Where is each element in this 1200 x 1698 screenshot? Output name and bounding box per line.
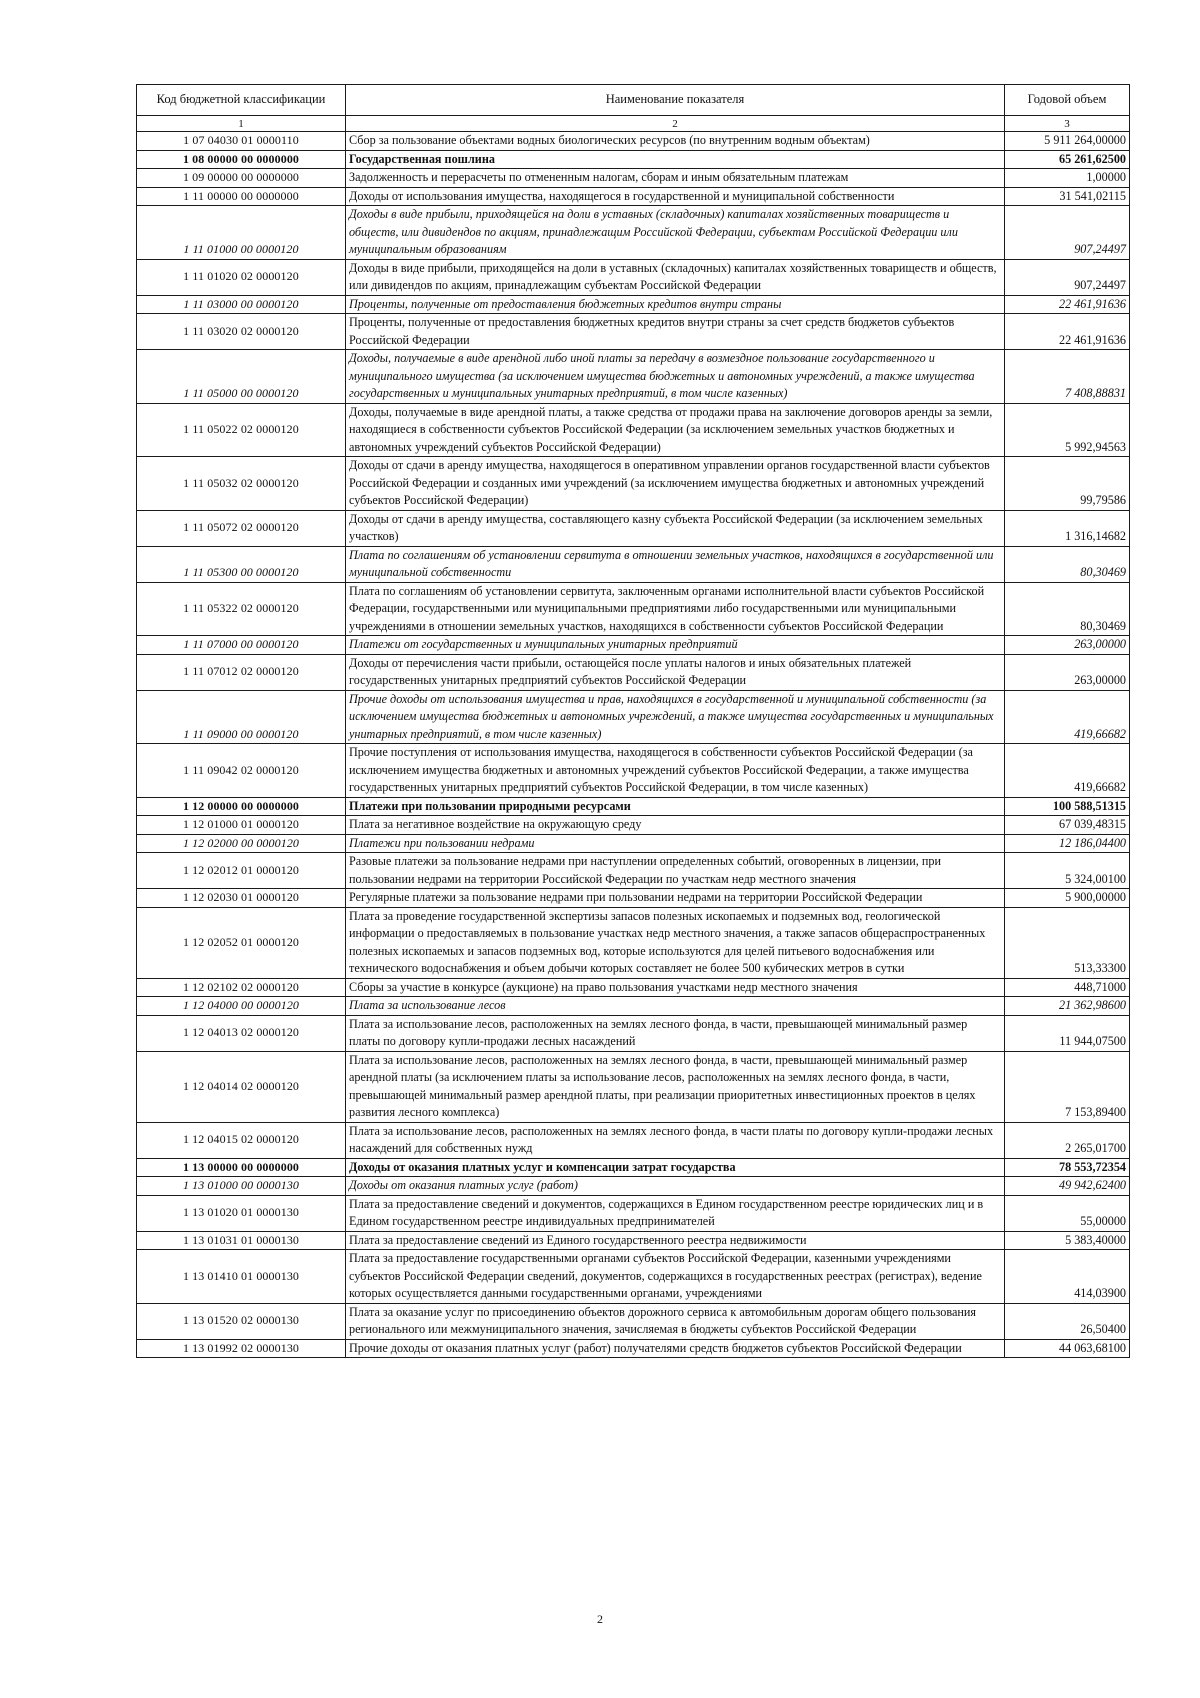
row-amount: 263,00000 bbox=[1005, 636, 1130, 655]
row-name: Доходы в виде прибыли, приходящейся на доли в уставных (складочных) капиталах хозяйственных товариществ и обществ, или дивидендов по акциям, принадлежащим субъектам Российской Федерации bbox=[346, 259, 1005, 295]
row-name: Прочие доходы от использования имущества и прав, находящихся в государственной и муниципальной собственности (за исключением имущества бюджетных и автономных учреждений, а также имущества государственных и муниципальных унитарных предприятий, в том числе казенных) bbox=[346, 690, 1005, 744]
row-amount: 419,66682 bbox=[1005, 690, 1130, 744]
table-row bbox=[137, 582, 1130, 636]
row-amount: 5 911 264,00000 bbox=[1005, 132, 1130, 151]
row-code: 1 12 02102 02 0000120 bbox=[137, 978, 346, 997]
row-amount: 2 265,01700 bbox=[1005, 1122, 1130, 1158]
row-code: 1 07 04030 01 0000110 bbox=[137, 132, 346, 151]
row-amount: 1 316,14682 bbox=[1005, 510, 1130, 546]
row-name: Прочие поступления от использования имущества, находящегося в собственности субъектов Российской Федерации (за исключением имущества бюджетных и автономных учреждений субъектов Российской Федерации, а также имущества государственных унитарных предприятий субъектов Российской Федерации, в том числе казенных) bbox=[346, 744, 1005, 798]
row-code: 1 11 07012 02 0000120 bbox=[137, 654, 346, 690]
header-code: Код бюджетной классификации bbox=[137, 85, 346, 116]
row-amount: 907,24497 bbox=[1005, 259, 1130, 295]
table-row bbox=[137, 314, 1130, 350]
row-code: 1 11 09042 02 0000120 bbox=[137, 744, 346, 798]
row-amount: 31 541,02115 bbox=[1005, 187, 1130, 206]
row-amount: 448,71000 bbox=[1005, 978, 1130, 997]
row-code: 1 13 01992 02 0000130 bbox=[137, 1339, 346, 1358]
row-amount: 5 324,00100 bbox=[1005, 853, 1130, 889]
column-number-3: 3 bbox=[1005, 116, 1130, 132]
row-code: 1 12 01000 01 0000120 bbox=[137, 816, 346, 835]
row-code: 1 11 09000 00 0000120 bbox=[137, 690, 346, 744]
row-name: Прочие доходы от оказания платных услуг (работ) получателями средств бюджетов субъектов Российской Федерации bbox=[346, 1339, 1005, 1358]
table-row bbox=[137, 654, 1130, 690]
row-code: 1 11 01000 00 0000120 bbox=[137, 206, 346, 260]
row-name: Платежи при пользовании природными ресурсами bbox=[346, 797, 1005, 816]
row-code: 1 13 01000 00 0000130 bbox=[137, 1177, 346, 1196]
row-name: Доходы от использования имущества, находящегося в государственной и муниципальной собственности bbox=[346, 187, 1005, 206]
row-code: 1 13 01020 01 0000130 bbox=[137, 1195, 346, 1231]
table-row bbox=[137, 546, 1130, 582]
row-amount: 26,50400 bbox=[1005, 1303, 1130, 1339]
row-code: 1 12 04013 02 0000120 bbox=[137, 1015, 346, 1051]
table-row bbox=[137, 350, 1130, 404]
row-name: Плата за использование лесов, расположенных на землях лесного фонда, в части, превышающей минимальный размер арендной платы (за исключением платы за использование лесов, расположенных на землях лесного фонда, в части, превышающей минимальный размер арендной платы, при реализации приоритетных инвестиционных проектов в целях развития лесного комплекса) bbox=[346, 1051, 1005, 1122]
row-name: Плата за использование лесов, расположенных на землях лесного фонда, в части платы по договору купли-продажи лесных насаждений для собственных нужд bbox=[346, 1122, 1005, 1158]
row-name: Доходы, получаемые в виде арендной платы, а также средства от продажи права на заключение договоров аренды за земли, находящиеся в собственности субъектов Российской Федерации (за исключением земельных участков бюджетных и автономных учреждений субъектов Российской Федерации) bbox=[346, 403, 1005, 457]
row-name: Регулярные платежи за пользование недрами при пользовании недрами на территории Российской Федерации bbox=[346, 889, 1005, 908]
row-amount: 11 944,07500 bbox=[1005, 1015, 1130, 1051]
table-row bbox=[137, 1339, 1130, 1358]
row-amount: 100 588,51315 bbox=[1005, 797, 1130, 816]
row-code: 1 09 00000 00 0000000 bbox=[137, 169, 346, 188]
table-row bbox=[137, 1303, 1130, 1339]
row-amount: 80,30469 bbox=[1005, 546, 1130, 582]
row-code: 1 08 00000 00 0000000 bbox=[137, 150, 346, 169]
row-name: Плата за использование лесов, расположенных на землях лесного фонда, в части, превышающей минимальный размер платы по договору купли-продажи лесных насаждений bbox=[346, 1015, 1005, 1051]
row-name: Доходы от сдачи в аренду имущества, составляющего казну субъекта Российской Федерации (за исключением земельных участков) bbox=[346, 510, 1005, 546]
row-name: Платежи от государственных и муниципальных унитарных предприятий bbox=[346, 636, 1005, 655]
table-row bbox=[137, 1231, 1130, 1250]
row-amount: 12 186,04400 bbox=[1005, 834, 1130, 853]
row-name: Плата за предоставление сведений из Единого государственного реестра недвижимости bbox=[346, 1231, 1005, 1250]
budget-table bbox=[136, 84, 1130, 1358]
row-code: 1 13 01031 01 0000130 bbox=[137, 1231, 346, 1250]
column-number-row bbox=[137, 116, 1130, 132]
row-code: 1 12 02030 01 0000120 bbox=[137, 889, 346, 908]
table-row bbox=[137, 187, 1130, 206]
row-code: 1 12 00000 00 0000000 bbox=[137, 797, 346, 816]
row-name: Платежи при пользовании недрами bbox=[346, 834, 1005, 853]
table-row bbox=[137, 510, 1130, 546]
table-row bbox=[137, 907, 1130, 978]
table-row bbox=[137, 403, 1130, 457]
row-code: 1 11 01020 02 0000120 bbox=[137, 259, 346, 295]
row-amount: 22 461,91636 bbox=[1005, 295, 1130, 314]
row-amount: 99,79586 bbox=[1005, 457, 1130, 511]
table-row bbox=[137, 636, 1130, 655]
table-row bbox=[137, 295, 1130, 314]
row-code: 1 12 04000 00 0000120 bbox=[137, 997, 346, 1016]
table-row bbox=[137, 997, 1130, 1016]
row-code: 1 11 03020 02 0000120 bbox=[137, 314, 346, 350]
table-row bbox=[137, 744, 1130, 798]
row-amount: 419,66682 bbox=[1005, 744, 1130, 798]
row-amount: 907,24497 bbox=[1005, 206, 1130, 260]
row-name: Плата за проведение государственной экспертизы запасов полезных ископаемых и подземных вод, геологической информации о предоставляемых в пользование участках недр местного значения, а также запасов общераспространенных полезных ископаемых и запасов подземных вод, которые используются для целей питьевого водоснабжения или технического водоснабжения и объем добычи которых составляет не более 500 кубических метров в сутки bbox=[346, 907, 1005, 978]
row-amount: 67 039,48315 bbox=[1005, 816, 1130, 835]
table-row bbox=[137, 690, 1130, 744]
row-code: 1 11 05032 02 0000120 bbox=[137, 457, 346, 511]
row-name: Плата за использование лесов bbox=[346, 997, 1005, 1016]
row-name: Плата за предоставление сведений и документов, содержащихся в Едином государственном реестре юридических лиц и в Едином государственном реестре индивидуальных предпринимателей bbox=[346, 1195, 1005, 1231]
row-name: Доходы, получаемые в виде арендной либо иной платы за передачу в возмездное пользование государственного и муниципального имущества (за исключением имущества бюджетных и автономных учреждений, а также имущества государственных и муниципальных унитарных предприятий, в том числе казенных) bbox=[346, 350, 1005, 404]
row-amount: 55,00000 bbox=[1005, 1195, 1130, 1231]
row-code: 1 13 01520 02 0000130 bbox=[137, 1303, 346, 1339]
row-amount: 513,33300 bbox=[1005, 907, 1130, 978]
table-row bbox=[137, 889, 1130, 908]
row-name: Сбор за пользование объектами водных биологических ресурсов (по внутренним водным объектам) bbox=[346, 132, 1005, 151]
table-row bbox=[137, 259, 1130, 295]
row-code: 1 11 05300 00 0000120 bbox=[137, 546, 346, 582]
table-row bbox=[137, 1177, 1130, 1196]
row-name: Проценты, полученные от предоставления бюджетных кредитов внутри страны за счет средств бюджетов субъектов Российской Федерации bbox=[346, 314, 1005, 350]
row-amount: 5 992,94563 bbox=[1005, 403, 1130, 457]
row-amount: 44 063,68100 bbox=[1005, 1339, 1130, 1358]
row-name: Доходы от оказания платных услуг и компенсации затрат государства bbox=[346, 1158, 1005, 1177]
column-number-1: 1 bbox=[137, 116, 346, 132]
table-row bbox=[137, 169, 1130, 188]
budget-document bbox=[136, 84, 1129, 1358]
row-code: 1 13 00000 00 0000000 bbox=[137, 1158, 346, 1177]
table-row bbox=[137, 853, 1130, 889]
row-amount: 49 942,62400 bbox=[1005, 1177, 1130, 1196]
table-row bbox=[137, 1250, 1130, 1304]
row-code: 1 11 00000 00 0000000 bbox=[137, 187, 346, 206]
table-row bbox=[137, 1158, 1130, 1177]
row-amount: 80,30469 bbox=[1005, 582, 1130, 636]
row-name: Доходы от перечисления части прибыли, остающейся после уплаты налогов и иных обязательных платежей государственных унитарных предприятий субъектов Российской Федерации bbox=[346, 654, 1005, 690]
row-name: Доходы от оказания платных услуг (работ) bbox=[346, 1177, 1005, 1196]
table-header-row bbox=[137, 85, 1130, 116]
row-amount: 21 362,98600 bbox=[1005, 997, 1130, 1016]
table-row bbox=[137, 1015, 1130, 1051]
row-code: 1 12 04015 02 0000120 bbox=[137, 1122, 346, 1158]
row-code: 1 13 01410 01 0000130 bbox=[137, 1250, 346, 1304]
row-amount: 78 553,72354 bbox=[1005, 1158, 1130, 1177]
row-name: Сборы за участие в конкурсе (аукционе) на право пользования участками недр местного значения bbox=[346, 978, 1005, 997]
table-row bbox=[137, 206, 1130, 260]
row-amount: 22 461,91636 bbox=[1005, 314, 1130, 350]
header-amount: Годовой объем bbox=[1005, 85, 1130, 116]
row-code: 1 11 05072 02 0000120 bbox=[137, 510, 346, 546]
row-name: Разовые платежи за пользование недрами при наступлении определенных событий, оговоренных в лицензии, при пользовании недрами на территории Российской Федерации по участкам недр местного значения bbox=[346, 853, 1005, 889]
table-row bbox=[137, 1195, 1130, 1231]
row-amount: 5 900,00000 bbox=[1005, 889, 1130, 908]
table-body bbox=[137, 132, 1130, 1358]
row-code: 1 12 04014 02 0000120 bbox=[137, 1051, 346, 1122]
row-name: Плата по соглашениям об установлении сервитута в отношении земельных участков, находящихся в государственной или муниципальной собственности bbox=[346, 546, 1005, 582]
header-name: Наименование показателя bbox=[346, 85, 1005, 116]
row-name: Государственная пошлина bbox=[346, 150, 1005, 169]
row-code: 1 12 02012 01 0000120 bbox=[137, 853, 346, 889]
column-number-2: 2 bbox=[346, 116, 1005, 132]
table-row bbox=[137, 1051, 1130, 1122]
row-amount: 263,00000 bbox=[1005, 654, 1130, 690]
row-code: 1 11 07000 00 0000120 bbox=[137, 636, 346, 655]
row-amount: 7 153,89400 bbox=[1005, 1051, 1130, 1122]
table-row bbox=[137, 816, 1130, 835]
row-amount: 1,00000 bbox=[1005, 169, 1130, 188]
row-name: Плата за предоставление государственными органами субъектов Российской Федерации, казенными учреждениями субъектов Российской Федерации сведений, документов, содержащихся в государственных реестрах (регистрах), ведение которых осуществляется данными государственными органами, учреждениями bbox=[346, 1250, 1005, 1304]
table-row bbox=[137, 834, 1130, 853]
row-name: Проценты, полученные от предоставления бюджетных кредитов внутри страны bbox=[346, 295, 1005, 314]
row-code: 1 11 05022 02 0000120 bbox=[137, 403, 346, 457]
row-name: Доходы в виде прибыли, приходящейся на доли в уставных (складочных) капиталах хозяйственных товариществ и обществ, или дивидендов по акциям, принадлежащим Российской Федерации, субъектам Российской Федерации или муниципальным образованиям bbox=[346, 206, 1005, 260]
row-code: 1 12 02000 00 0000120 bbox=[137, 834, 346, 853]
table-row bbox=[137, 978, 1130, 997]
row-name: Плата за негативное воздействие на окружающую среду bbox=[346, 816, 1005, 835]
row-amount: 7 408,88831 bbox=[1005, 350, 1130, 404]
row-amount: 5 383,40000 bbox=[1005, 1231, 1130, 1250]
table-row bbox=[137, 457, 1130, 511]
row-code: 1 12 02052 01 0000120 bbox=[137, 907, 346, 978]
table-row bbox=[137, 150, 1130, 169]
row-code: 1 11 03000 00 0000120 bbox=[137, 295, 346, 314]
table-row bbox=[137, 797, 1130, 816]
row-amount: 414,03900 bbox=[1005, 1250, 1130, 1304]
table-row bbox=[137, 1122, 1130, 1158]
row-name: Плата по соглашениям об установлении сервитута, заключенным органами исполнительной власти субъектов Российской Федерации, государственными или муниципальными предприятиями либо государственными или муниципальными учреждениями в отношении земельных участков, находящихся в собственности субъектов Российской Федерации bbox=[346, 582, 1005, 636]
table-row bbox=[137, 132, 1130, 151]
row-amount: 65 261,62500 bbox=[1005, 150, 1130, 169]
row-name: Доходы от сдачи в аренду имущества, находящегося в оперативном управлении органов государственной власти субъектов Российской Федерации и созданных ими учреждений (за исключением имущества бюджетных и автономных учреждений субъектов Российской Федерации) bbox=[346, 457, 1005, 511]
row-name: Задолженность и перерасчеты по отмененным налогам, сборам и иным обязательным платежам bbox=[346, 169, 1005, 188]
row-code: 1 11 05322 02 0000120 bbox=[137, 582, 346, 636]
page-number: 2 bbox=[597, 1612, 603, 1626]
row-code: 1 11 05000 00 0000120 bbox=[137, 350, 346, 404]
row-name: Плата за оказание услуг по присоединению объектов дорожного сервиса к автомобильным дорогам общего пользования регионального или межмуниципального значения, зачисляемая в бюджеты субъектов Российской Федерации bbox=[346, 1303, 1005, 1339]
